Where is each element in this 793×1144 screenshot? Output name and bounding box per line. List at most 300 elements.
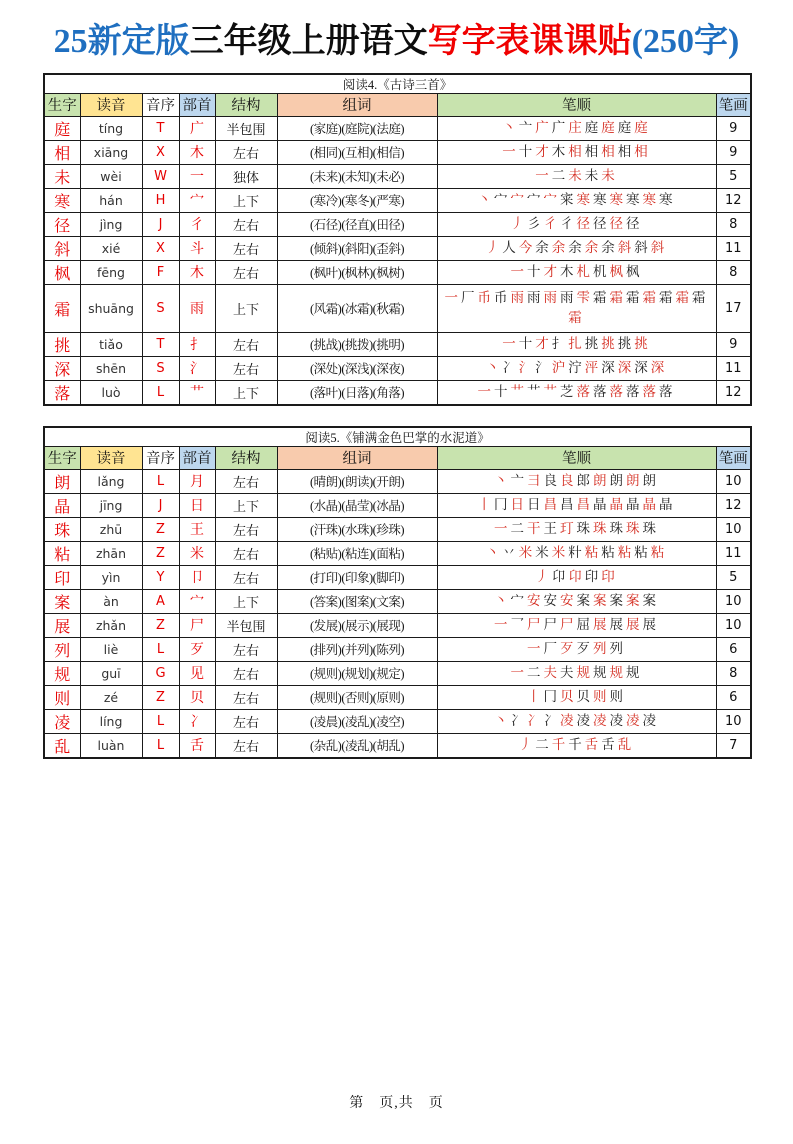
structure-cell: 左右 <box>215 517 277 541</box>
stroke-step: 尸 <box>543 617 557 633</box>
pinyin-cell: zé <box>80 685 142 709</box>
stroke-order-cell <box>437 493 716 517</box>
stroke-step: 案 <box>642 593 656 609</box>
stroke-order-cell <box>437 541 716 565</box>
table-row <box>44 541 751 565</box>
stroke-order-cell <box>437 661 716 685</box>
char-cell: 凌 <box>44 709 80 733</box>
words-cell: (凌晨)(凌乱)(凌空) <box>277 709 437 733</box>
radical-cell: 歹 <box>179 637 215 661</box>
table-row <box>44 565 751 589</box>
structure-cell: 左右 <box>215 733 277 758</box>
words-cell: (挑战)(挑拨)(挑明) <box>277 332 437 356</box>
table-row <box>44 589 751 613</box>
stroke-step: 粘 <box>634 545 648 561</box>
stroke-step: 粘 <box>617 545 632 561</box>
structure-cell: 左右 <box>215 469 277 493</box>
stroke-step: 斜 <box>650 240 665 256</box>
stroke-step: 二 <box>535 737 549 753</box>
stroke-step: 珠 <box>609 521 623 537</box>
stroke-count-cell: 6 <box>716 685 751 709</box>
stroke-step: 凌 <box>560 713 574 729</box>
stroke-step: 艹 <box>543 384 557 400</box>
char-cell: 印 <box>44 565 80 589</box>
stroke-step: 则 <box>609 689 623 705</box>
radical-cell: 米 <box>179 541 215 565</box>
radical-cell: 木 <box>179 260 215 284</box>
stroke-step: 庭 <box>617 120 632 136</box>
stroke-step: 千 <box>551 737 566 753</box>
radical-cell: 宀 <box>179 188 215 212</box>
words-cell: (汗珠)(水珠)(珍珠) <box>277 517 437 541</box>
stroke-order-cell <box>437 332 716 356</box>
stroke-step: 一 <box>494 617 508 633</box>
char-cell: 未 <box>44 164 80 188</box>
title-part-count: (250字) <box>631 23 740 60</box>
lesson-table-reading4 <box>43 73 752 406</box>
stroke-step: 相 <box>584 144 599 160</box>
col-header-pinyin: 读音 <box>80 446 142 469</box>
stroke-step: 丷 <box>502 545 516 561</box>
stroke-step: 良 <box>560 473 574 489</box>
pinyin-cell: luò <box>80 380 142 405</box>
radical-cell: 卩 <box>179 565 215 589</box>
col-header-initial: 音序 <box>142 446 179 469</box>
stroke-step: 凌 <box>642 713 656 729</box>
page-title <box>0 22 793 63</box>
table-row <box>44 380 751 405</box>
char-cell: 朗 <box>44 469 80 493</box>
stroke-step: 亠 <box>518 120 533 136</box>
stroke-step: 未 <box>584 168 599 184</box>
initial-cell: Z <box>142 685 179 709</box>
structure-cell: 左右 <box>215 637 277 661</box>
radical-cell: 艹 <box>179 380 215 405</box>
stroke-step: 艹 <box>510 384 524 400</box>
stroke-step: 展 <box>642 617 656 633</box>
stroke-step: 乱 <box>617 737 632 753</box>
stroke-order-cell <box>437 284 716 332</box>
col-header-radical: 部首 <box>179 446 215 469</box>
stroke-order-cell <box>437 380 716 405</box>
pinyin-cell: xié <box>80 236 142 260</box>
stroke-step: 歹 <box>560 641 574 657</box>
table-row <box>44 332 751 356</box>
radical-cell: 彳 <box>179 212 215 236</box>
stroke-step: 安 <box>527 593 541 609</box>
radical-cell: 宀 <box>179 589 215 613</box>
structure-cell: 左右 <box>215 661 277 685</box>
stroke-step: 人 <box>502 240 516 256</box>
table-row <box>44 709 751 733</box>
stroke-step: 深 <box>634 360 648 376</box>
char-cell: 珠 <box>44 517 80 541</box>
stroke-step: 厂 <box>543 641 557 657</box>
stroke-step: 冫 <box>510 713 524 729</box>
structure-cell: 上下 <box>215 589 277 613</box>
stroke-step: 彐 <box>527 473 541 489</box>
stroke-order-cell <box>437 188 716 212</box>
stroke-step: 丶 <box>485 360 500 376</box>
stroke-step: 晶 <box>609 497 623 513</box>
stroke-step: 雨 <box>560 290 574 306</box>
stroke-step: 枫 <box>626 264 640 280</box>
stroke-step: 规 <box>626 665 640 681</box>
stroke-step: 霜 <box>659 290 673 306</box>
stroke-step: 安 <box>543 593 557 609</box>
stroke-step: 案 <box>626 593 640 609</box>
stroke-step: 雨 <box>510 290 524 306</box>
stroke-step: 丿 <box>518 737 533 753</box>
stroke-step: 舌 <box>584 737 599 753</box>
pinyin-cell: wèi <box>80 164 142 188</box>
stroke-step: 挑 <box>601 336 615 352</box>
stroke-step: 挑 <box>617 336 632 352</box>
initial-cell: J <box>142 493 179 517</box>
table-row <box>44 236 751 260</box>
stroke-step: 才 <box>535 144 549 160</box>
pinyin-cell: lǎng <box>80 469 142 493</box>
stroke-step: 凌 <box>576 713 590 729</box>
table-row <box>44 493 751 517</box>
stroke-count-cell: 9 <box>716 116 751 140</box>
table-row <box>44 164 751 188</box>
char-cell: 径 <box>44 212 80 236</box>
stroke-step: 一 <box>527 641 541 657</box>
stroke-step: 札 <box>576 264 590 280</box>
radical-cell: 舌 <box>179 733 215 758</box>
table-row <box>44 469 751 493</box>
radical-cell: 月 <box>179 469 215 493</box>
char-cell: 展 <box>44 613 80 637</box>
stroke-step: 厂 <box>461 290 475 306</box>
stroke-step: 晶 <box>593 497 607 513</box>
stroke-step: 亠 <box>510 473 524 489</box>
structure-cell: 左右 <box>215 332 277 356</box>
stroke-step: 余 <box>535 240 549 256</box>
stroke-step: 昌 <box>576 497 590 513</box>
stroke-step: 氵 <box>535 360 549 376</box>
stroke-count-cell: 11 <box>716 541 751 565</box>
stroke-step: 币 <box>477 290 491 306</box>
stroke-step: 郎 <box>576 473 590 489</box>
stroke-step: 卬 <box>568 569 582 585</box>
stroke-step: 余 <box>551 240 566 256</box>
stroke-order-cell <box>437 517 716 541</box>
stroke-step: 丶 <box>494 713 508 729</box>
stroke-step: 凌 <box>593 713 607 729</box>
stroke-step: 余 <box>568 240 582 256</box>
pinyin-cell: xiāng <box>80 140 142 164</box>
initial-cell: Z <box>142 517 179 541</box>
stroke-step: 夫 <box>560 665 574 681</box>
stroke-step: 规 <box>593 665 607 681</box>
stroke-step: 霜 <box>675 290 689 306</box>
structure-cell: 左右 <box>215 709 277 733</box>
char-cell: 斜 <box>44 236 80 260</box>
stroke-step: 凌 <box>609 713 623 729</box>
initial-cell: X <box>142 236 179 260</box>
words-cell: (寒冷)(寒冬)(严寒) <box>277 188 437 212</box>
stroke-step: 雨 <box>543 290 557 306</box>
stroke-count-cell: 17 <box>716 284 751 332</box>
col-header-stroke-count: 笔画 <box>716 446 751 469</box>
structure-cell: 半包围 <box>215 613 277 637</box>
stroke-step: 贝 <box>560 689 574 705</box>
words-cell: (杂乱)(凌乱)(胡乱) <box>277 733 437 758</box>
stroke-step: 今 <box>518 240 533 256</box>
stroke-count-cell: 10 <box>716 469 751 493</box>
stroke-step: 歹 <box>576 641 590 657</box>
stroke-step: 才 <box>535 336 549 352</box>
stroke-step: 一 <box>510 264 524 280</box>
stroke-step: 案 <box>609 593 623 609</box>
stroke-step: 落 <box>576 384 590 400</box>
stroke-order-cell <box>437 164 716 188</box>
stroke-step: 庭 <box>584 120 599 136</box>
col-header-structure: 结构 <box>215 446 277 469</box>
stroke-count-cell: 11 <box>716 356 751 380</box>
radical-cell: 见 <box>179 661 215 685</box>
stroke-step: 乛 <box>510 617 524 633</box>
stroke-step: 相 <box>617 144 632 160</box>
char-cell: 寒 <box>44 188 80 212</box>
structure-cell: 上下 <box>215 284 277 332</box>
words-cell: (倾斜)(斜阳)(歪斜) <box>277 236 437 260</box>
table-header-row <box>44 93 751 116</box>
stroke-step: 十 <box>527 264 541 280</box>
structure-cell: 左右 <box>215 685 277 709</box>
stroke-order-cell <box>437 613 716 637</box>
stroke-step: 丶 <box>477 192 491 208</box>
char-cell: 案 <box>44 589 80 613</box>
stroke-step: 一 <box>494 521 508 537</box>
words-cell: (落叶)(日落)(角落) <box>277 380 437 405</box>
stroke-step: 落 <box>626 384 640 400</box>
stroke-order-cell <box>437 356 716 380</box>
structure-cell: 上下 <box>215 380 277 405</box>
stroke-step: 氵 <box>518 360 533 376</box>
stroke-step: 深 <box>617 360 632 376</box>
structure-cell: 半包围 <box>215 116 277 140</box>
stroke-step: 珠 <box>642 521 656 537</box>
stroke-step: 机 <box>593 264 607 280</box>
stroke-step: 一 <box>510 665 524 681</box>
radical-cell: 冫 <box>179 709 215 733</box>
table-row <box>44 356 751 380</box>
stroke-count-cell: 10 <box>716 517 751 541</box>
char-cell: 则 <box>44 685 80 709</box>
stroke-step: 一 <box>502 144 516 160</box>
stroke-step: 王 <box>543 521 557 537</box>
char-cell: 相 <box>44 140 80 164</box>
stroke-step: 庄 <box>568 120 582 136</box>
radical-cell: 氵 <box>179 356 215 380</box>
stroke-step: 玎 <box>560 521 574 537</box>
words-cell: (规则)(否则)(原则) <box>277 685 437 709</box>
stroke-step: 朗 <box>626 473 640 489</box>
stroke-step: 丿 <box>485 240 500 256</box>
stroke-step: 案 <box>593 593 607 609</box>
table-caption: 阅读4.《古诗三首》 <box>44 74 751 94</box>
stroke-step: 丶 <box>494 593 508 609</box>
stroke-step: 日 <box>527 497 541 513</box>
structure-cell: 独体 <box>215 164 277 188</box>
stroke-step: 贝 <box>576 689 590 705</box>
stroke-order-cell <box>437 469 716 493</box>
stroke-step: 霜 <box>692 290 706 306</box>
initial-cell: Y <box>142 565 179 589</box>
radical-cell: 斗 <box>179 236 215 260</box>
stroke-step: 珠 <box>593 521 607 537</box>
stroke-step: 相 <box>601 144 615 160</box>
stroke-step: 宀 <box>543 192 557 208</box>
stroke-step: 凌 <box>626 713 640 729</box>
pinyin-cell: zhǎn <box>80 613 142 637</box>
stroke-step: 尸 <box>560 617 574 633</box>
stroke-step: 挑 <box>584 336 599 352</box>
stroke-step: 深 <box>601 360 615 376</box>
stroke-step: 寒 <box>642 192 656 208</box>
stroke-step: 一 <box>535 168 549 184</box>
stroke-step: 朗 <box>609 473 623 489</box>
table-row <box>44 661 751 685</box>
pinyin-cell: líng <box>80 709 142 733</box>
stroke-step: 沪 <box>551 360 566 376</box>
stroke-step: 广 <box>535 120 549 136</box>
stroke-step: 规 <box>576 665 590 681</box>
stroke-step: 干 <box>527 521 541 537</box>
stroke-step: 丶 <box>485 545 500 561</box>
table-row <box>44 140 751 164</box>
stroke-count-cell: 9 <box>716 140 751 164</box>
stroke-step: 彳 <box>543 216 557 232</box>
words-cell: (答案)(图案)(文案) <box>277 589 437 613</box>
stroke-count-cell: 9 <box>716 332 751 356</box>
stroke-step: 朗 <box>642 473 656 489</box>
structure-cell: 左右 <box>215 541 277 565</box>
stroke-count-cell: 8 <box>716 212 751 236</box>
stroke-count-cell: 8 <box>716 661 751 685</box>
table-row <box>44 284 751 332</box>
table-row <box>44 188 751 212</box>
stroke-step: 彳 <box>560 216 574 232</box>
stroke-step: 则 <box>593 689 607 705</box>
stroke-step: 木 <box>551 144 566 160</box>
initial-cell: H <box>142 188 179 212</box>
char-cell: 列 <box>44 637 80 661</box>
stroke-order-cell <box>437 709 716 733</box>
stroke-step: 千 <box>568 737 582 753</box>
table-row <box>44 517 751 541</box>
table-row <box>44 637 751 661</box>
table-row <box>44 212 751 236</box>
structure-cell: 左右 <box>215 565 277 589</box>
char-cell: 庭 <box>44 116 80 140</box>
initial-cell: S <box>142 356 179 380</box>
structure-cell: 左右 <box>215 212 277 236</box>
stroke-step: 二 <box>551 168 566 184</box>
stroke-order-cell <box>437 733 716 758</box>
pinyin-cell: yìn <box>80 565 142 589</box>
title-part-subject: 写字表课课贴 <box>427 23 632 60</box>
stroke-step: 径 <box>626 216 640 232</box>
table-row <box>44 260 751 284</box>
stroke-step: 列 <box>609 641 623 657</box>
stroke-step: 夫 <box>543 665 557 681</box>
stroke-step: 卬 <box>551 569 566 585</box>
stroke-step: 十 <box>518 336 533 352</box>
table-row <box>44 116 751 140</box>
stroke-step: 深 <box>650 360 665 376</box>
stroke-step: 宀 <box>494 192 508 208</box>
page-footer: 第 页,共 页 <box>349 1096 444 1111</box>
col-header-words: 组词 <box>277 93 437 116</box>
stroke-step: 斜 <box>634 240 648 256</box>
stroke-step: 丿 <box>510 216 524 232</box>
stroke-step: 径 <box>609 216 623 232</box>
stroke-count-cell: 12 <box>716 380 751 405</box>
stroke-step: 挑 <box>634 336 648 352</box>
table-caption-row <box>44 427 751 447</box>
char-cell: 落 <box>44 380 80 405</box>
stroke-step: 落 <box>593 384 607 400</box>
stroke-step: 珠 <box>626 521 640 537</box>
stroke-step: 舌 <box>601 737 615 753</box>
words-cell: (规则)(规划)(规定) <box>277 661 437 685</box>
table-row <box>44 685 751 709</box>
stroke-step: 昌 <box>543 497 557 513</box>
char-cell: 挑 <box>44 332 80 356</box>
stroke-step: 尸 <box>527 617 541 633</box>
structure-cell: 上下 <box>215 188 277 212</box>
col-header-char: 生字 <box>44 93 80 116</box>
initial-cell: S <box>142 284 179 332</box>
col-header-pinyin: 读音 <box>80 93 142 116</box>
radical-cell: 一 <box>179 164 215 188</box>
stroke-step: 列 <box>593 641 607 657</box>
stroke-step: 币 <box>494 290 508 306</box>
stroke-step: 彡 <box>527 216 541 232</box>
stroke-step: 朗 <box>593 473 607 489</box>
stroke-step: 冫 <box>502 360 516 376</box>
stroke-step: 展 <box>593 617 607 633</box>
stroke-step: 相 <box>634 144 648 160</box>
initial-cell: T <box>142 116 179 140</box>
stroke-step: 落 <box>642 384 656 400</box>
radical-cell: 日 <box>179 493 215 517</box>
stroke-step: 丶 <box>494 473 508 489</box>
words-cell: (晴朗)(朗读)(开朗) <box>277 469 437 493</box>
stroke-step: 余 <box>584 240 599 256</box>
table-caption: 阅读5.《铺满金色巴掌的水泥道》 <box>44 427 751 447</box>
words-cell: (水晶)(晶莹)(冰晶) <box>277 493 437 517</box>
stroke-count-cell: 5 <box>716 565 751 589</box>
pinyin-cell: hán <box>80 188 142 212</box>
stroke-step: 霜 <box>593 290 607 306</box>
stroke-step: 籵 <box>568 545 582 561</box>
pinyin-cell: àn <box>80 589 142 613</box>
stroke-step: 扌 <box>551 336 566 352</box>
stroke-step: 米 <box>518 545 533 561</box>
stroke-order-cell <box>437 685 716 709</box>
pinyin-cell: fēng <box>80 260 142 284</box>
stroke-step: 十 <box>494 384 508 400</box>
stroke-step: 余 <box>601 240 615 256</box>
stroke-step: 才 <box>543 264 557 280</box>
stroke-step: 展 <box>626 617 640 633</box>
stroke-step: 寒 <box>593 192 607 208</box>
